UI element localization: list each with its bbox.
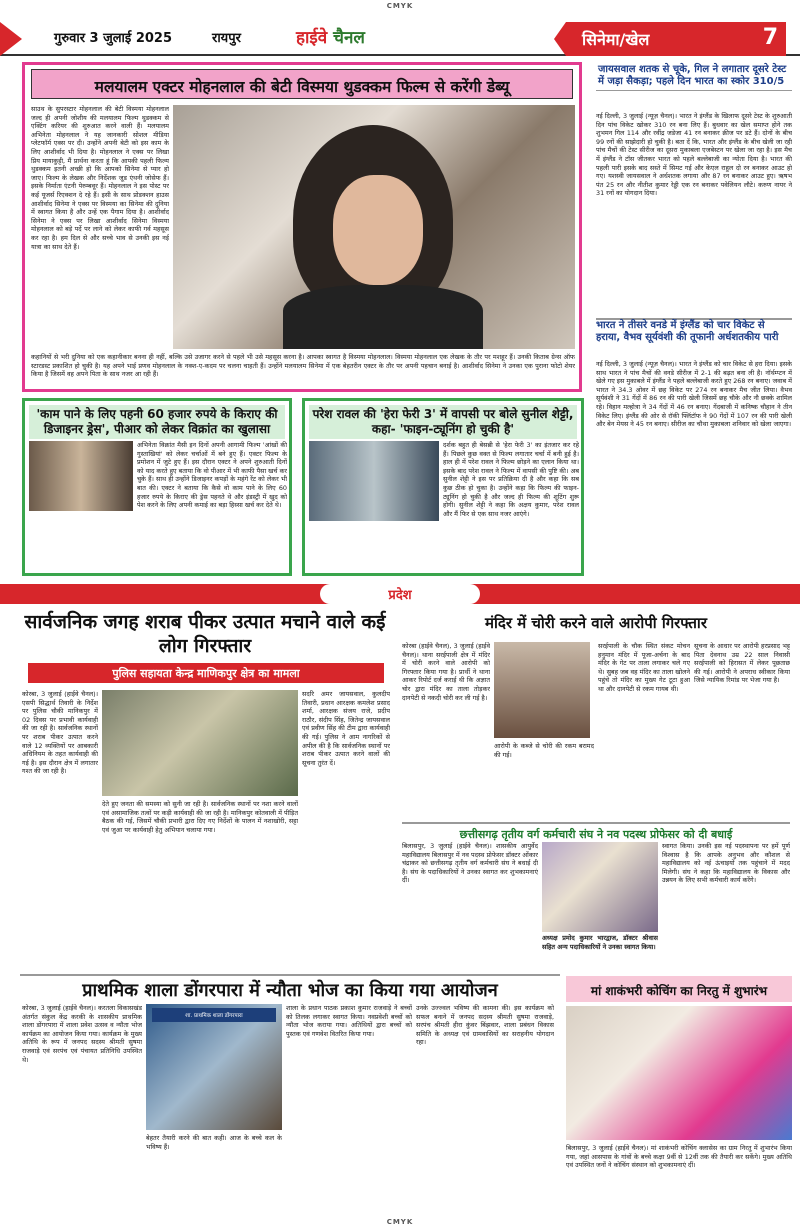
header-arrow-left-icon: [0, 22, 22, 56]
liquor-arrest-headline: सार्वजनिक जगह शराब पीकर उत्पात मचाने वाले कई लोग गिरफ्तार: [24, 611, 386, 657]
temple-theft-headline: मंदिर में चोरी करने वाले आरोपी गिरफ्तार: [485, 614, 707, 632]
print-color-marker: CMYK: [386, 2, 414, 10]
vikrant-story-text: अभिनेता विक्रांत मैसी इन दिनों अपनी आगामी फिल्म 'आंखों की गुस्ताखियां' को लेकर चर्चाओं में बने हुए हैं। एक्टर फिल्म के प्रमोशन में जुटे हुए हैं। इस दौरान एक्टर ने अपने शुरुआती दिनों को याद करते हुए बताया कि वो पीआर में भी काफी पैसा खर्च कर चुके हैं। साथ ही उन्होंने डिजाइनर कपड़ों के महंगे रेंट को लेकर भी बात की। एक्टर ने बताया कि कैसे वो काम पाने के लिए 60 हजार रुपये के किराए की ड्रेस पहनते थे और इंडस्ट्री में खुद को पेश करने के लिए अपनी कमाई का बड़ा हिस्सा खर्च कर देते थे।: [137, 441, 287, 510]
temple-theft-text-col4: सूचना के आधार पर आरोपी हरप्रसाद भट्ट पिता देवनाथ उम्र 22 साल निवासी सरईपाली को हिरासत में लेकर पूछताछ की गई। आरोपी ने अपराध स्वीकार किया जिसे न्यायिक रिमांड पर भेजा गया है।: [694, 642, 790, 685]
lead-story-bottom-text: कहानियों से भरी दुनिया को एक कहानीकार बनना ही नहीं, बल्कि उसे उजागर करने से पहले भी उसे महसूस करना है। आपका स्वागत है विस्मया मोहनलाल। विस्मया मोहनलाल एक लेखक के तौर पर मशहूर हैं। उनकी किताब ग्रेन्स ऑफ स्टारडस्ट प्रकाशित हो चुकी है। यह अपने भाई प्रणव मोहनलाल के नक्श-ए-कदम पर चलना चाहती हैं। उन्होंने मलयालम सिनेमा में एक बेहतरीन एक्टर के तौर पर अपनी पहचान बनाई है। आशीर्वाद सिनेमा ने उनका एक पुराना फोटो शेयर किया है जिसमें वह अपने पिता के साथ नजर आ रही हैं।: [31, 353, 575, 379]
header-date: गुरुवार 3 जुलाई 2025: [54, 31, 173, 46]
temple-theft-photo: [494, 642, 590, 738]
employee-union-headline: छत्तीसगढ़ तृतीय वर्ग कर्मचारी संघ ने नव पदस्थ प्रोफेसर को दी बधाई: [402, 822, 790, 842]
employee-union-photo: [542, 842, 658, 932]
header-city: रायपुर: [212, 31, 241, 46]
coaching-story-headline: मां शाकंभरी कोचिंग का निरतु में शुभारंभ: [566, 976, 792, 1002]
school-feast-headline: प्राथमिक शाला डोंगरपारा में न्यौता भोज का किया गया आयोजन: [20, 974, 560, 1002]
lead-story-headline: मलयालम एक्टर मोहनलाल की बेटी विस्मया थुडक्कम फिल्म से करेंगी डेब्यू: [31, 69, 573, 99]
lead-story-text: साउथ के सुपरस्टार मोहनलाल की बेटी विस्मया मोहनलाल जल्द ही अपनी जोशीय की मलयालम फिल्म थुडक्कम से एक्टिंग करियर की शुरुआत करने वाली हैं। मलयालम अभिनेता मोहनलाल ने यह जानकारी सोशल मीडिया प्लेटफॉर्म एक्स पर दी। उन्होंने अपनी बेटी को इस काम के लिए आशीर्वाद भी दिया है। मोहनलाल ने एक्स पर लिखा प्रिय मायाकुट्टी, मैं प्रार्थना करता हूं कि आपकी पहली फिल्म थुडक्कम इतनी अच्छी हो कि आपको सिनेमा से प्यार हो जाए। फिल्म के लेखक और निर्देशक जूड एंथनी जोसेफ हैं। इसके निर्माता एंटनी पेरुम्बवूर हैं। मोहनलाल ने इस पोस्ट पर कई यूजर्स रिएक्शन दे रहे हैं। इसी के साथ प्रोडक्शन हाउस आशीर्वाद सिनेमा ने एक्स पर विस्मया का सिनेमा की दुनिया में स्वागत किया है और उन्हें एक पैगाम दिया है। आशीर्वाद सिनेमा ने एक्स पर लिखा आशीर्वाद सिनेमा विस्मया मोहनलाल को बड़े पर्दे पर लाने को लेकर काफी गर्व महसूस कर रहा है। हम दिल से और सच्चे भाव से उनकी इस नई यात्रा का साथ देते हैं।: [31, 105, 169, 251]
logo-part-b: चैनल: [327, 28, 365, 48]
sports-story-test-text: नई दिल्ली, 3 जुलाई (न्यूज़ चैनल)। भारत ने इंग्लैंड के खिलाफ दूसरे टेस्ट के शुरुआती दिन पांच विकेट खोकर 310 रन बना लिए हैं। बुधवार का खेल समाप्त होने तक शुभमन गिल 114 और रवींद्र जडेजा 41 रन बनाकर क्रीज पर डटे हैं। दोनों के बीच 99 रनों की साझेदारी हो चुकी है। बता दें कि, भारत और इंग्लैंड के बीच खेली जा रही पांच मैचों की टेस्ट सीरीज का दूसरा मुकाबला एजबेस्टन पर खेला जा रहा है। इस मैच में इंग्लैंड ने टॉस जीतकर भारत को पहले बल्लेबाजी का न्योता दिया है। भारत की पहली पारी इसके बाद सस्ते में सिमट गई और केएल राहुल दो रन बनाकर आउट हो गए। यशस्वी जायसवाल ने अर्धशतक लगाया और 87 रन बनाकर आउट हुए। ऋषभ पंत 25 रन और नीतीश कुमार रेड्डी एक रन बनाकर पवेलियन लौटे। करुण नायर ने 31 रनों का योगदान दिया।: [596, 112, 792, 198]
lead-story-photo: [173, 105, 575, 349]
section-label-box: [566, 22, 786, 56]
liquor-arrest-text-col1: कोरबा, 3 जुलाई (हाईवे चैनल)। एसपी सिद्धार्थ तिवारी के निर्देश पर पुलिस चौकी मानिकपुर में 02 दिवस पर प्रभावी कार्यवाही की जा रही है। सार्वजनिक स्थानों पर शराब पीकर उत्पात करने वाले 12 व्यक्तियों पर आबकारी अधिनियम के तहत कार्यवाही की गई है। इस दौरान क्षेत्र में लगातार गश्त की जा रही है।: [22, 690, 98, 776]
liquor-arrest-subheadline: पुलिस सहायता केन्द्र माणिकपुर क्षेत्र का मामला: [28, 663, 384, 683]
school-feast-photo: [146, 1004, 282, 1130]
page-header: [0, 22, 800, 56]
page-number: 7: [762, 25, 778, 50]
herapheri-story-text: दर्शक बहुत ही बेसब्री से 'हेरा फेरी 3' का इंतजार कर रहे हैं। पिछले कुछ वक्त से फिल्म लगातार चर्चा में बनी हुई है। हाल ही में परेश रावल ने फिल्म छोड़ने का एलान किया था। इसके बाद परेश रावल ने फिल्म में वापसी की पुष्टि की। अब सुनील शेट्टी ने इस पर प्रतिक्रिया दी है और कहा कि सब कुछ ठीक हो चुका है। उन्होंने कहा कि फिल्म की फाइन-ट्यूनिंग हो चुकी है और जल्द ही फिल्म की शूटिंग शुरू होगी। सुनील शेट्टी ने कहा कि अक्षय कुमार, परेश रावल और मैं फिर से एक साथ नजर आएंगे।: [443, 441, 579, 518]
sports-story-odi: [596, 318, 792, 570]
photo-face-shape: [333, 175, 423, 285]
school-feast-text-col2: बेहतर तैयारी करने की बात कही। आज के बच्चे कल के भविष्य हैं।: [146, 1134, 282, 1151]
school-feast-photo-banner: शा. प्राथमिक शाला डोंगरपारा: [152, 1008, 276, 1022]
sports-story-odi-headline: भारत ने तीसरे वनडे में इंग्लैंड को चार विकेट से हराया, वैभव सूर्यवंशी की तूफानी अर्धशतकीय पारी: [596, 320, 779, 343]
herapheri-story-box: [302, 398, 584, 576]
vikrant-story-headline: 'काम पाने के लिए पहनी 60 हजार रुपये के किराए की डिजाइनर ड्रेस', पीआर को लेकर विक्रांत का खुलासा: [29, 405, 285, 439]
sports-story-test: [596, 62, 792, 314]
photo-body-shape: [283, 285, 483, 349]
liquor-arrest-text-col2: देते हुए जनता की समस्या को सुनी जा रही है। सार्वजनिक स्थानों पर नशा करने वालों एवं असामाजिक तत्वों पर कड़ी कार्यवाही की जा रही है। मानिकपुर कोतवाली में पीड़ित बैठक की गई, जिसमें चौकी प्रभारी द्वारा दिए गए निर्देशों के पालन में नशाखोरी, सट्टा एवं जुआ पर कार्यवाही हेतु अभियान चलाया गया।: [102, 800, 298, 834]
newspaper-logo: [296, 25, 365, 48]
sports-story-test-headline: जायसवाल शतक से चूके, गिल ने लगातार दूसरे टेस्ट में जड़ा सैकड़ा; पहले दिन भारत का स्कोर 310/5: [596, 62, 792, 91]
liquor-arrest-text-col3: सदरि अमर जायसवाल, कुलदीप तिवारी, प्रधान आरक्षक कमलेश प्रसाद शर्मा, आरक्षक संजय राजे, प्रदीप राठौर, संदीप सिंह, जितेन्द्र जायसवाल एवं प्रवीण सिंह की टीम द्वारा कार्यवाही की गई। पुलिस ने आम नागरिकों से अपील की है कि सार्वजनिक स्थानों पर शराब पीकर उत्पात करने वालों की सूचना तुरंत दें।: [302, 690, 390, 767]
employee-union-text-col2: स्वागत किया। उनकी इस नई पदस्थापना पर हमें पूर्ण विश्वास है कि आपके अनुभव और कौशल से महाविद्यालय को नई ऊंचाइयों तक पहुंचाने में मदद मिलेगी। संघ ने कहा कि महाविद्यालय के विकास और उन्नयन के लिए सभी कर्मचारी कार्य करेंगे।: [662, 842, 790, 885]
temple-theft-text-col1: कोरबा (हाईवे चैनल), 3 जुलाई (हाईवे चैनल)। थाना सरईपाली क्षेत्र में मंदिर में चोरी करने वाले आरोपी को गिरफ्तार किया गया है। प्रार्थी ने थाना आकर रिपोर्ट दर्ज कराई थी कि अज्ञात चोर द्वारा मंदिर का ताला तोड़कर दानपेटी से नकदी चोरी कर ली गई है।: [402, 642, 490, 702]
print-color-marker-bottom: CMYK: [386, 1218, 414, 1226]
herapheri-story-headline: परेश रावल की 'हेरा फेरी 3' में वापसी पर बोले सुनील शेट्टी, कहा- 'फाइन-ट्यूनिंग हो चुकी है': [309, 405, 577, 439]
coaching-story-photo: [566, 1006, 792, 1140]
school-feast-text-col4: उनके उज्ज्वल भविष्य की कामना की। इस कार्यक्रम को सफल बनाने में जनपद सदस्य श्रीमती सुषमा राजवाड़े, सरपंच श्रीमती हीरा कुंवर बिंझवार, शाला प्रबंधन विकास समिति के अध्यक्ष एवं ग्रामवासियों का सराहनीय योगदान रहा।: [416, 1004, 554, 1047]
logo-part-a: हाईवे: [296, 28, 328, 48]
coaching-story-text: बिलासपुर, 3 जुलाई (हाईवे चैनल)। मां शाकंभरी कोचिंग क्लासेस का ग्राम निरतु में शुभारंभ किया गया, जहां आसपास के गांवों के बच्चे कक्षा 9वीं से 12वीं तक की तैयारी कर सकेंगे। मुख्य अतिथि एवं उपस्थित जनों ने कोचिंग संस्थान को शुभकामनाएं दीं।: [566, 1144, 792, 1170]
sports-story-odi-text: नई दिल्ली, 3 जुलाई (न्यूज़ चैनल)। भारत ने इंग्लैंड को चार विकेट से हरा दिया। इसके साथ भारत ने पांच मैचों की वनडे सीरीज में 2-1 की बढ़त बना ली है। नॉर्थम्प्टन में खेले गए इस मुकाबले में इंग्लैंड ने पहले बल्लेबाजी करते हुए 268 रन बनाए। जवाब में भारत ने 34.3 ओवर में छह विकेट पर 274 रन बनाकर मैच जीत लिया। वैभव सूर्यवंशी ने 31 गेंदों में 86 रन की पारी खेली जिसमें छह चौके और नौ छक्के शामिल रहे। विहान मल्होत्रा ने 34 गेंदों में 46 रन बनाए। गेंदबाजी में कनिष्क चौहान ने तीन विकेट लिए। इंग्लैंड की ओर से रॉकी फ्लिंटॉफ ने 90 गेंदों में 107 रन की पारी खेली और बेन मेयस ने 45 रन बनाए। सीरीज का चौथा मुकाबला शनिवार को खेला जाएगा।: [596, 360, 792, 429]
lead-story: [22, 62, 582, 392]
employee-union-photo-caption: अध्यक्ष प्रमोद कुमार भारद्वाज, डॉक्टर श्रीवास सहित अन्य पदाधिकारियों ने उनका स्वागत किया।: [542, 934, 658, 951]
section-arrow-icon: [554, 22, 566, 56]
employee-union-text-col1: बिलासपुर, 3 जुलाई (हाईवे चैनल)। शासकीय आयुर्वेद महाविद्यालय बिलासपुर में नव पदस्थ प्रोफेसर डॉक्टर ओंकार चंद्राकर को छत्तीसगढ़ तृतीय वर्ग कर्मचारी संघ ने बधाई दी है। संघ के पदाधिकारियों ने उनका स्वागत कर शुभकामनाएं दीं।: [402, 842, 538, 885]
temple-theft-text-col2: आरोपी के कब्जे से चोरी की रकम बरामद की गई।: [494, 742, 594, 759]
liquor-arrest-photo: [102, 690, 298, 796]
vikrant-story-box: [22, 398, 292, 576]
vikrant-story-photo: [29, 441, 133, 511]
herapheri-story-photo: [309, 441, 439, 521]
temple-theft-text-col3: सरईपाली के चौक स्थित संकट मोचन हनुमान मंदिर में पूजा-अर्चना के बाद मंदिर के गेट पर ताला लगाकर चले गए थे। सुबह जब वह मंदिर का ताला खोलने पहुंचे तो मंदिर का मुख्य गेट टूटा हुआ था और दानपेटी से रकम गायब थी।: [598, 642, 690, 693]
school-feast-text-col1: कोरबा, 3 जुलाई (हाईवे चैनल)। करतला विकासखंड अंतर्गत संकुल केंद्र करकी के शासकीय प्राथमिक शाला डोंगरपारा में शाला प्रवेश उत्सव व न्यौता भोज कार्यक्रम का आयोजन किया गया। कार्यक्रम के मुख्य अतिथि के रूप में जनपद सदस्य श्रीमती सुषमा राजवाड़े एवं सरपंच एवं पंचायत प्रतिनिधि उपस्थित थे।: [22, 1004, 142, 1064]
section-band-label: प्रदेश: [320, 584, 480, 604]
school-feast-text-col3: शाला के प्रधान पाठक प्रकाश कुमार राजवाड़े ने बच्चों को तिलक लगाकर स्वागत किया। नवप्रवेशी बच्चों को न्यौता भोज कराया गया। अतिथियों द्वारा बच्चों को पुस्तक एवं गणवेश वितरित किया गया।: [286, 1004, 412, 1038]
section-label: सिनेमा/खेल: [582, 30, 650, 49]
